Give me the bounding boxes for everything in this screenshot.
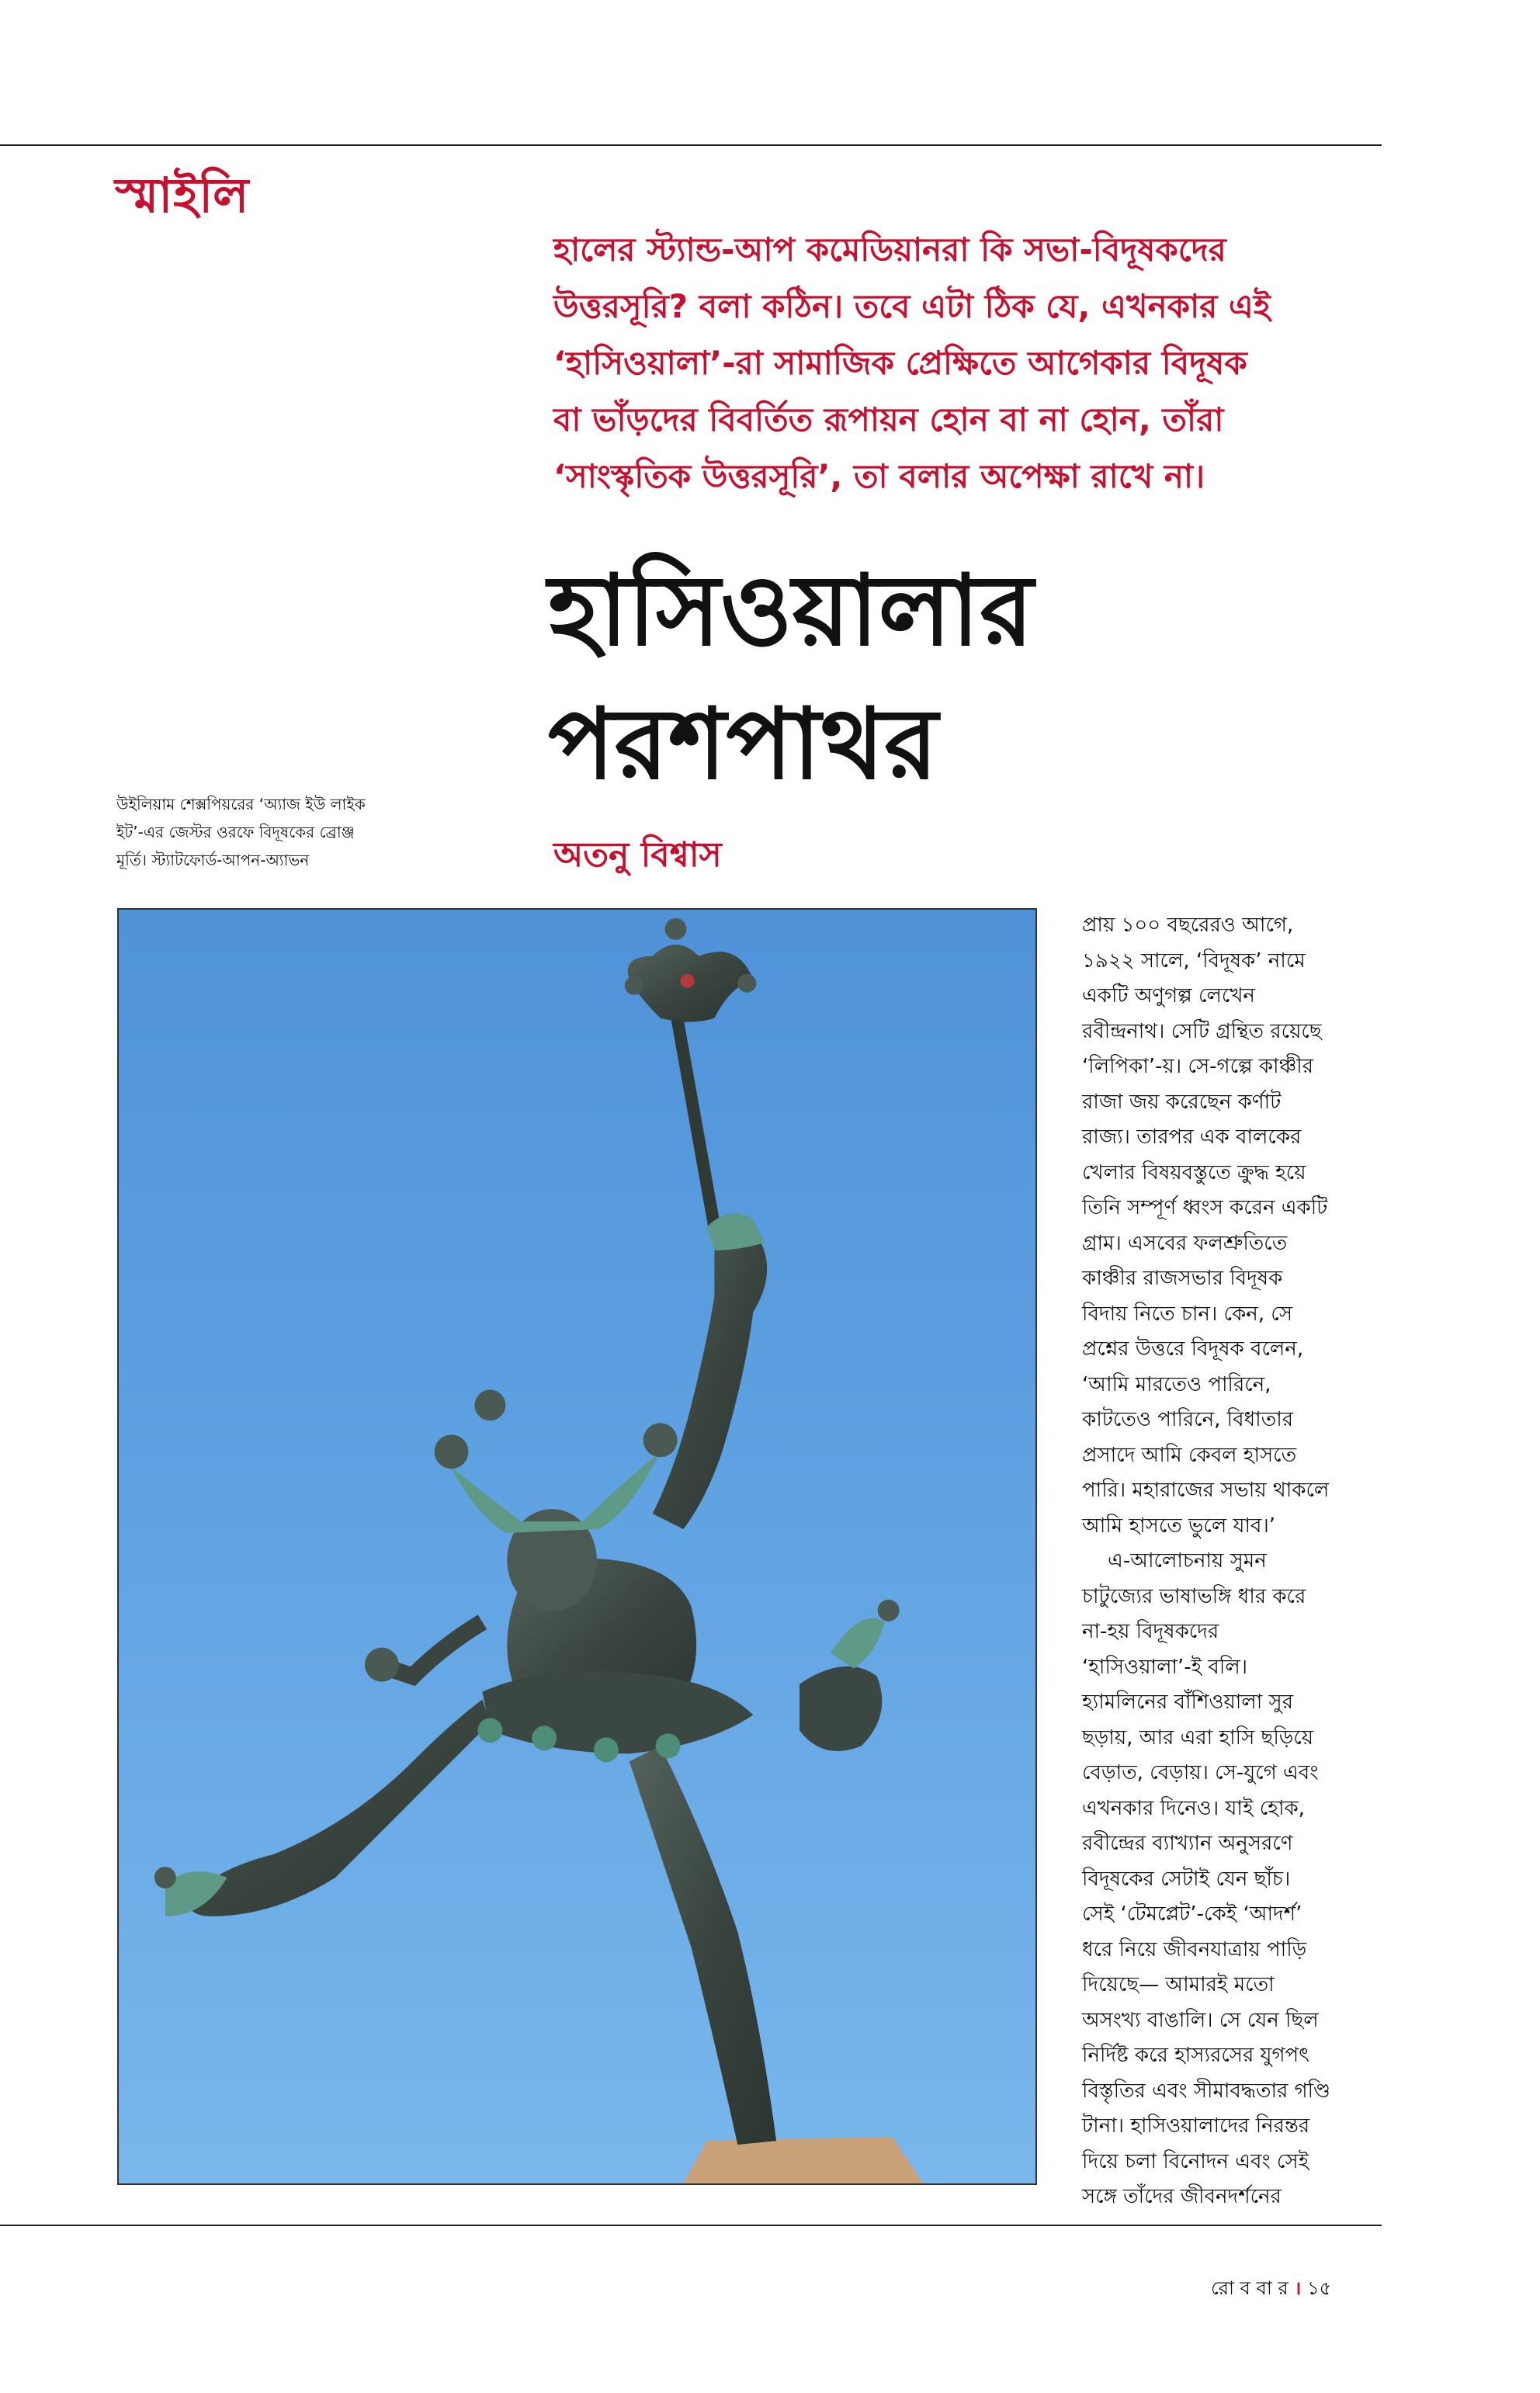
deck-line: হালের স্ট্যান্ড-আপ কমেডিয়ানরা কি সভা-বিদূষকদের — [553, 231, 1226, 269]
body-line: দিয়ে চলা বিনোদন এবং সেই — [1082, 2149, 1309, 2173]
body-line: ১৯২২ সালে, ‘বিদূষক’ নামে — [1082, 949, 1306, 973]
section-label: স্মাইলি — [115, 167, 250, 224]
body-line: এখনকার দিনেও। যাই হোক, — [1082, 1796, 1305, 1820]
page-number: ১৫ — [1307, 2277, 1332, 2299]
skirt-bell — [477, 1718, 502, 1743]
deck-line: ‘সাংস্কৃতিক উত্তরসূরি’, তা বলার অপেক্ষা রাখে না। — [553, 457, 1205, 495]
body-line: বিদূষকের সেটাই যেন ছাঁচ। — [1082, 1867, 1291, 1891]
scepter-staff — [676, 1011, 715, 1227]
body-line: টানা। হাসিওয়ালাদের নিরন্তর — [1082, 2114, 1310, 2138]
body-line: ‘হাসিওয়ালা’-ই বলি। — [1082, 1655, 1247, 1679]
body-line: নির্দিষ্ট করে হাস্যরসের যুগপৎ — [1082, 2044, 1310, 2067]
pedestal — [684, 2137, 924, 2183]
body-line: বিদায় নিতে চান। কেন, সে — [1082, 1302, 1293, 1326]
headline — [548, 543, 1386, 810]
deck-line: বা ভাঁড়দের বিবর্তিত রূপায়ন হোন বা না হোন, তাঁরা — [553, 401, 1224, 439]
body-line: প্রসাদে আমি কেবল হাসতে — [1082, 1443, 1297, 1467]
folio-separator: । — [1294, 2277, 1302, 2299]
skirt-bell — [656, 1733, 681, 1758]
skirt-bell — [594, 1737, 619, 1762]
body-line: খেলার বিষয়বস্তুতে ক্রুদ্ধ হয়ে — [1082, 1160, 1306, 1184]
scepter-head — [625, 918, 756, 1022]
jester-statue-illustration — [119, 910, 1035, 2183]
caption-line: উইলিয়াম শেক্সপিয়রের ‘অ্যাজ ইউ লাইক — [116, 795, 366, 813]
body-line: বিস্তৃতির এবং সীমাবদ্ধতার গণ্ডি — [1082, 2079, 1331, 2103]
bottom-rule — [0, 2225, 1382, 2226]
headline-line: হাসিওয়ালার — [548, 553, 1034, 668]
headline-line: পরশপাথর — [548, 686, 938, 801]
caption-line: মূর্তি। স্ট্যাটফোর্ড-আপন-অ্যাভন — [116, 851, 310, 869]
page-folio — [1211, 2274, 1331, 2305]
body-line: রাজ্য। তারপর এক বালকের — [1082, 1125, 1302, 1149]
body-line: দিয়েছে— আমারই মতো — [1082, 1973, 1275, 1996]
body-line: রবীন্দ্রের ব্যাখ্যান অনুসরণে — [1082, 1832, 1293, 1855]
body-line: ছড়ায়, আর এরা হাসি ছড়িয়ে — [1082, 1725, 1314, 1750]
body-line: সেই ‘টেমপ্লেট’-কেই ‘আদর্শ’ — [1082, 1902, 1302, 1926]
body-line: গ্রাম। এসবের ফলশ্রুতিতে — [1082, 1231, 1288, 1255]
body-line: হ্যামলিনের বাঁশিওয়ালা সুর — [1082, 1691, 1293, 1714]
body-line: আমি হাসতে ভুলে যাব।’ — [1082, 1514, 1276, 1538]
deck-line: উত্তরসূরি? বলা কঠিন। তবে এটা ঠিক যে, এখনকার এই — [553, 287, 1271, 325]
body-line: সঙ্গে তাঁদের জীবনদর্শনের — [1082, 2185, 1282, 2208]
body-line: ‘লিপিকা’-য়। সে-গল্পে কাঞ্চীর — [1082, 1055, 1314, 1078]
deck-line: ‘হাসিওয়ালা’-রা সামাজিক প্রেক্ষিতে আগেকার বিদূষক — [553, 344, 1247, 382]
standing-leg — [630, 1746, 776, 2145]
extended-leg — [189, 1700, 491, 1916]
body-line: কাটতেও পারিনে, বিধাতার — [1082, 1408, 1294, 1431]
body-line: না-হয় বিদূষকদের — [1082, 1620, 1219, 1643]
body-line: অসংখ্য বাঙালি। সে যেন ছিল — [1082, 2008, 1319, 2032]
publication-name: রো ব বা র — [1211, 2277, 1289, 2299]
body-line: রাজা জয় করেছেন কর্ণাট — [1082, 1090, 1282, 1114]
byline: অতনু বিশ্বাস — [553, 835, 722, 875]
caption-line: ইট’-এর জেস্টর ওরফে বিদূষকের ব্রোঞ্জ — [116, 823, 355, 841]
body-line: রবীন্দ্রনাথ। সেটি গ্রন্থিত রয়েছে — [1082, 1019, 1322, 1043]
body-line: এ-আলোচনায় সুমন — [1082, 1549, 1267, 1573]
body-line: পারি। মহারাজের সভায় থাকলে — [1082, 1479, 1330, 1502]
body-line: ধরে নিয়ে জীবনযাত্রায় পাড়ি — [1082, 1937, 1307, 1961]
skirt — [482, 1671, 753, 1753]
photo-caption — [116, 790, 481, 874]
body-line: প্রায় ১০০ বছরেরও আগে, — [1082, 914, 1294, 937]
body-text — [1082, 908, 1408, 2215]
bauble-puppet — [799, 1600, 900, 1751]
skirt-bell — [532, 1725, 557, 1750]
body-line: তিনি সম্পূর্ণ ধ্বংস করেন একটি — [1082, 1196, 1328, 1219]
body-line: প্রশ্নের উত্তরে বিদূষক বলেন, — [1082, 1337, 1304, 1361]
raised-arm — [653, 1229, 768, 1529]
body-line: একটি অণুগল্প লেখেন — [1082, 984, 1255, 1007]
top-rule — [0, 144, 1382, 146]
deck-text — [553, 221, 1392, 505]
body-line: বেড়াত, বেড়ায়। সে-যুগে এবং — [1082, 1761, 1319, 1784]
shoe-bell — [154, 1867, 176, 1888]
body-line: কাঞ্চীর রাজসভার বিদূষক — [1082, 1267, 1283, 1290]
body-line: চাটুজ্যের ভাষাভঙ্গি ধার করে — [1082, 1584, 1306, 1608]
body-line: ‘আমি মারতেও পারিনে, — [1082, 1372, 1271, 1396]
jester-statue-photo — [117, 908, 1037, 2185]
